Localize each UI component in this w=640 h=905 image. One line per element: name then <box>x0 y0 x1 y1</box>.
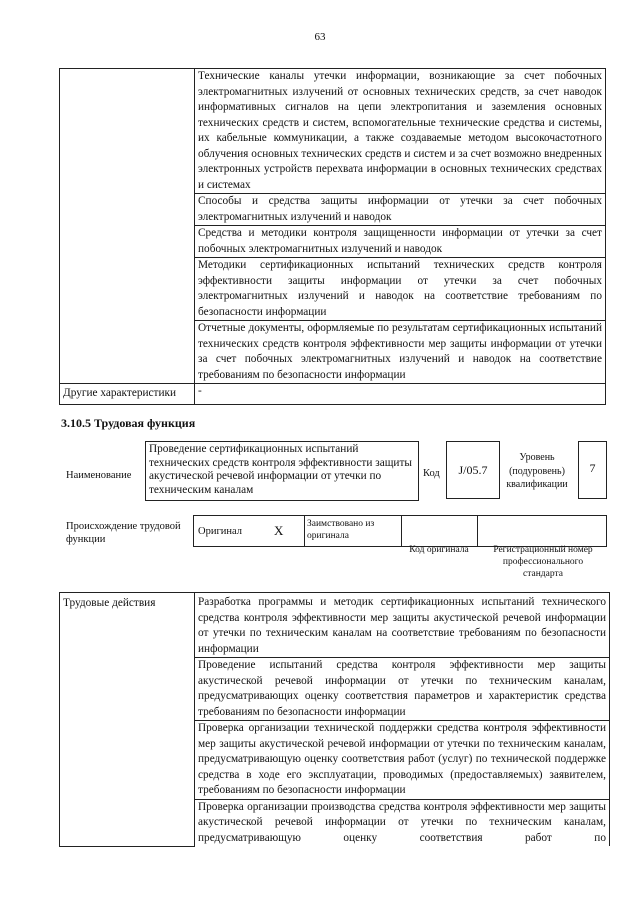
row-label <box>60 226 195 258</box>
original-code-box <box>401 515 478 547</box>
name-label: Наименование <box>66 470 132 481</box>
row-label <box>60 194 195 226</box>
row-text: Способы и средства защиты информации от утечки за счет побочных электромагнитных излучений и наводок <box>195 194 606 226</box>
table-row <box>60 384 606 405</box>
labor-action: Проверка организации технической поддержки средства контроля эффективности мер защиты акустической речевой информации от утечки по техническим каналам, предусматривающую оценку соответствия работ (услуг) по технической поддержке средства в ходе его эксплуатации, проводимых (предоставляемых) заявителем, требованиям по безопасности информации <box>195 721 610 800</box>
level-label: Уровень (подуровень) квалификации <box>506 452 568 490</box>
row-text: Отчетные документы, оформляемые по результатам сертификационных испытаний технических средств контроля эффективности мер защиты информации от утечки за счет побочных электромагнитных излучений и наводок на соответствие требованиям по безопасности информации <box>195 321 606 384</box>
function-name: Проведение сертификационных испытаний технических средств контроля эффективности защиты акустической речевой информации от утечки по техническим каналам <box>149 443 412 497</box>
function-name-box <box>145 441 419 501</box>
row-label: Другие характеристики <box>60 384 195 405</box>
row-label <box>60 321 195 384</box>
original-code-caption: Код оригинала <box>409 545 469 555</box>
labor-action: Проведение испытаний средства контроля эффективности мер защиты акустической речевой информации от утечки по техническим каналам, предусматривающих оценку соответствия параметров и характеристик средства требованиям по безопасности информации <box>195 658 610 721</box>
origin-borrowed-box <box>304 515 402 547</box>
table-row <box>60 226 606 258</box>
labor-action: Проверка организации производства средства контроля эффективности мер защиты акустической речевой информации от утечки по техническим каналам, предусматривающую оценку соответствия работ по <box>195 799 610 846</box>
origin-mark: X <box>274 523 284 538</box>
level-box <box>578 441 607 499</box>
labor-actions-table <box>59 592 610 847</box>
code-label: Код <box>423 468 440 479</box>
table-row <box>60 258 606 321</box>
registration-number-caption: Регистрационный номер профессионального стандарта <box>493 545 593 579</box>
registration-number-box <box>477 515 607 547</box>
row-text: Технические каналы утечки информации, возникающие за счет побочных электромагнитных излучений от основных технических средств, за счет наводок информативных сигналов на цепи электропитания и заземления основных технических средств и систем, вспомогательные технические средства и системы, их кабельные коммуникации, а также создаваемые методом высокочастотного облучения основных технических средств и систем и за счет возможно внедренных электронных устройств перехвата информации в основных технических средствах и системах <box>195 69 606 194</box>
origin-label: Происхождение трудовой функции <box>66 521 181 545</box>
table-row <box>60 194 606 226</box>
row-label <box>60 69 195 194</box>
row-text: Методики сертификационных испытаний технических средств контроля эффективности защиты информации от утечки за счет побочных электромагнитных излучений и наводок на соответствие требованиям по безопасности информации <box>195 258 606 321</box>
table-row <box>60 69 606 194</box>
page-number: 63 <box>314 31 326 43</box>
origin-original-box <box>193 515 305 547</box>
section-heading: 3.10.5 Трудовая функция <box>61 416 196 430</box>
table-row <box>60 593 610 658</box>
row-text: Средства и методики контроля защищенности информации от утечки за счет побочных электромагнитных излучений и наводок <box>195 226 606 258</box>
origin-borrowed: Заимствовано из оригинала <box>307 519 375 541</box>
code-value: J/05.7 <box>458 463 488 477</box>
level-value: 7 <box>589 461 596 475</box>
row-label <box>60 258 195 321</box>
origin-original: Оригинал <box>198 526 242 537</box>
table-row <box>60 321 606 384</box>
knowledge-table <box>59 68 606 405</box>
labor-actions-label: Трудовые действия <box>60 593 195 847</box>
labor-action: Разработка программы и методик сертификационных испытаний технического средства контроля эффективности мер защиты акустической речевой информации от утечки по техническим каналам на соответствие требованиям по безопасности информации <box>195 593 610 658</box>
row-text: - <box>195 384 606 405</box>
code-box <box>446 441 500 499</box>
